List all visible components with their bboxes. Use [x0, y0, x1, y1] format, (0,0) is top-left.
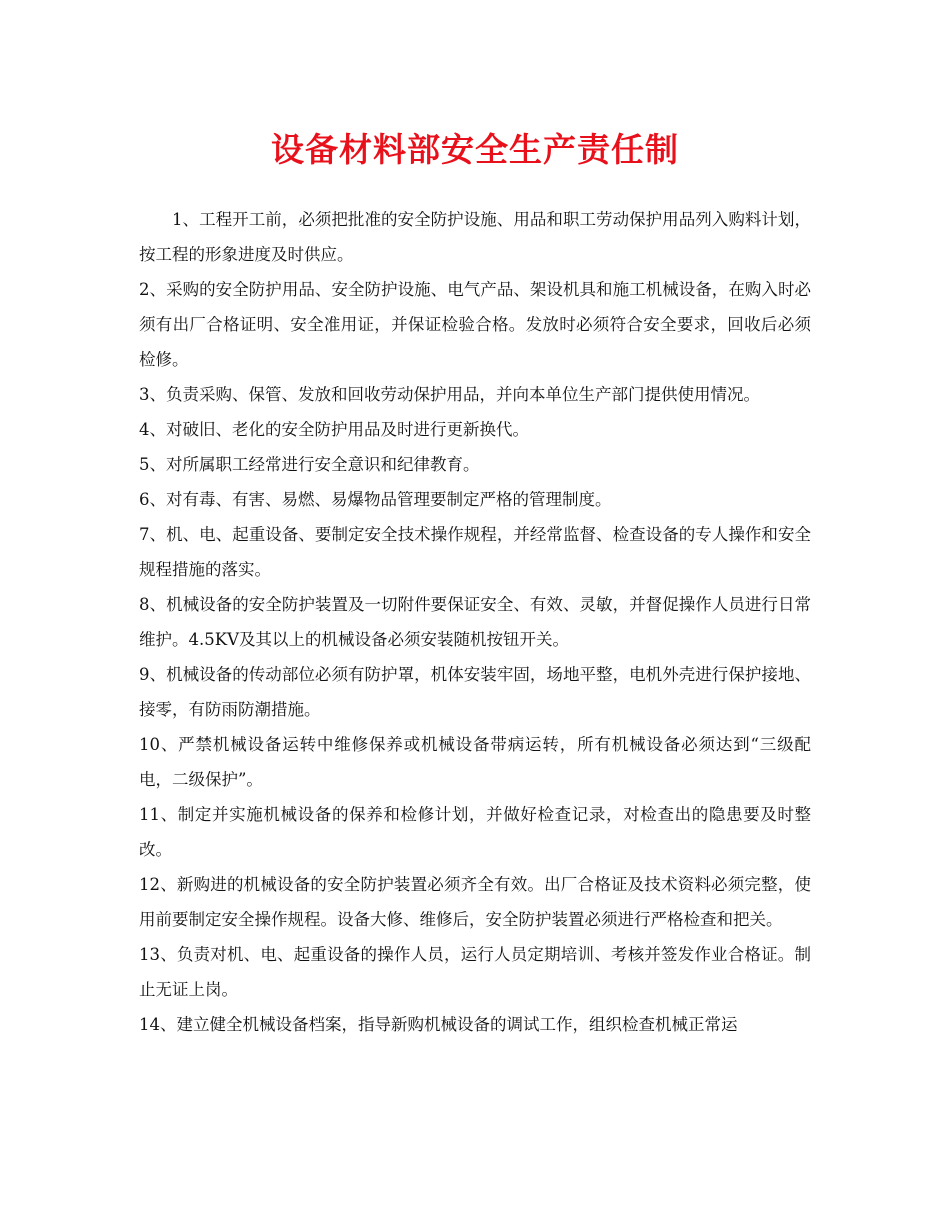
paragraph-12: 12、新购进的机械设备的安全防护装置必须齐全有效。出厂合格证及技术资料必须完整，使用前要制定安全操作规程。设备大修、维修后，安全防护装置必须进行严格检查和把关。: [139, 875, 811, 929]
paragraph-2: 2、采购的安全防护用品、安全防护设施、电气产品、架设机具和施工机械设备，在购入时必须有出厂合格证明、安全准用证，并保证检验合格。发放时必须符合安全要求，回收后必须检修。: [139, 280, 811, 369]
paragraph-9: 9、机械设备的传动部位必须有防护罩，机体安装牢固，场地平整，电机外壳进行保护接地、接零，有防雨防潮措施。: [139, 665, 811, 719]
paragraph-3: 3、负责采购、保管、发放和回收劳动保护用品，并向本单位生产部门提供使用情况。: [139, 385, 760, 404]
paragraph-8: 8、机械设备的安全防护装置及一切附件要保证安全、有效、灵敏，并督促操作人员进行日常维护。4.5KV及其以上的机械设备必须安装随机按钮开关。: [139, 595, 811, 649]
document-title: 设备材料部安全生产责任制: [271, 130, 679, 169]
paragraph-1: 1、工程开工前，必须把批准的安全防护设施、用品和职工劳动保护用品列入购料计划，按工程的形象进度及时供应。: [139, 210, 811, 264]
paragraph-4: 4、对破旧、老化的安全防护用品及时进行更新换代。: [139, 420, 529, 439]
paragraph-5: 5、对所属职工经常进行安全意识和纪律教育。: [139, 455, 480, 474]
paragraph-6: 6、对有毒、有害、易燃、易爆物品管理要制定严格的管理制度。: [139, 490, 612, 509]
paragraph-11: 11、制定并实施机械设备的保养和检修计划，并做好检查记录，对检查出的隐患要及时整改。: [139, 805, 811, 859]
document-body: [139, 202, 811, 1042]
paragraph-10: 10、严禁机械设备运转中维修保养或机械设备带病运转，所有机械设备必须达到“三级配电，二级保护”。: [139, 735, 811, 789]
paragraph-7: 7、机、电、起重设备、要制定安全技术操作规程，并经常监督、检查设备的专人操作和安全规程措施的落实。: [139, 525, 811, 579]
paragraph-13: 13、负责对机、电、起重设备的操作人员，运行人员定期培训、考核并签发作业合格证。制止无证上岗。: [139, 945, 811, 999]
paragraph-14: 14、建立健全机械设备档案，指导新购机械设备的调试工作，组织检查机械正常运: [139, 1015, 738, 1034]
